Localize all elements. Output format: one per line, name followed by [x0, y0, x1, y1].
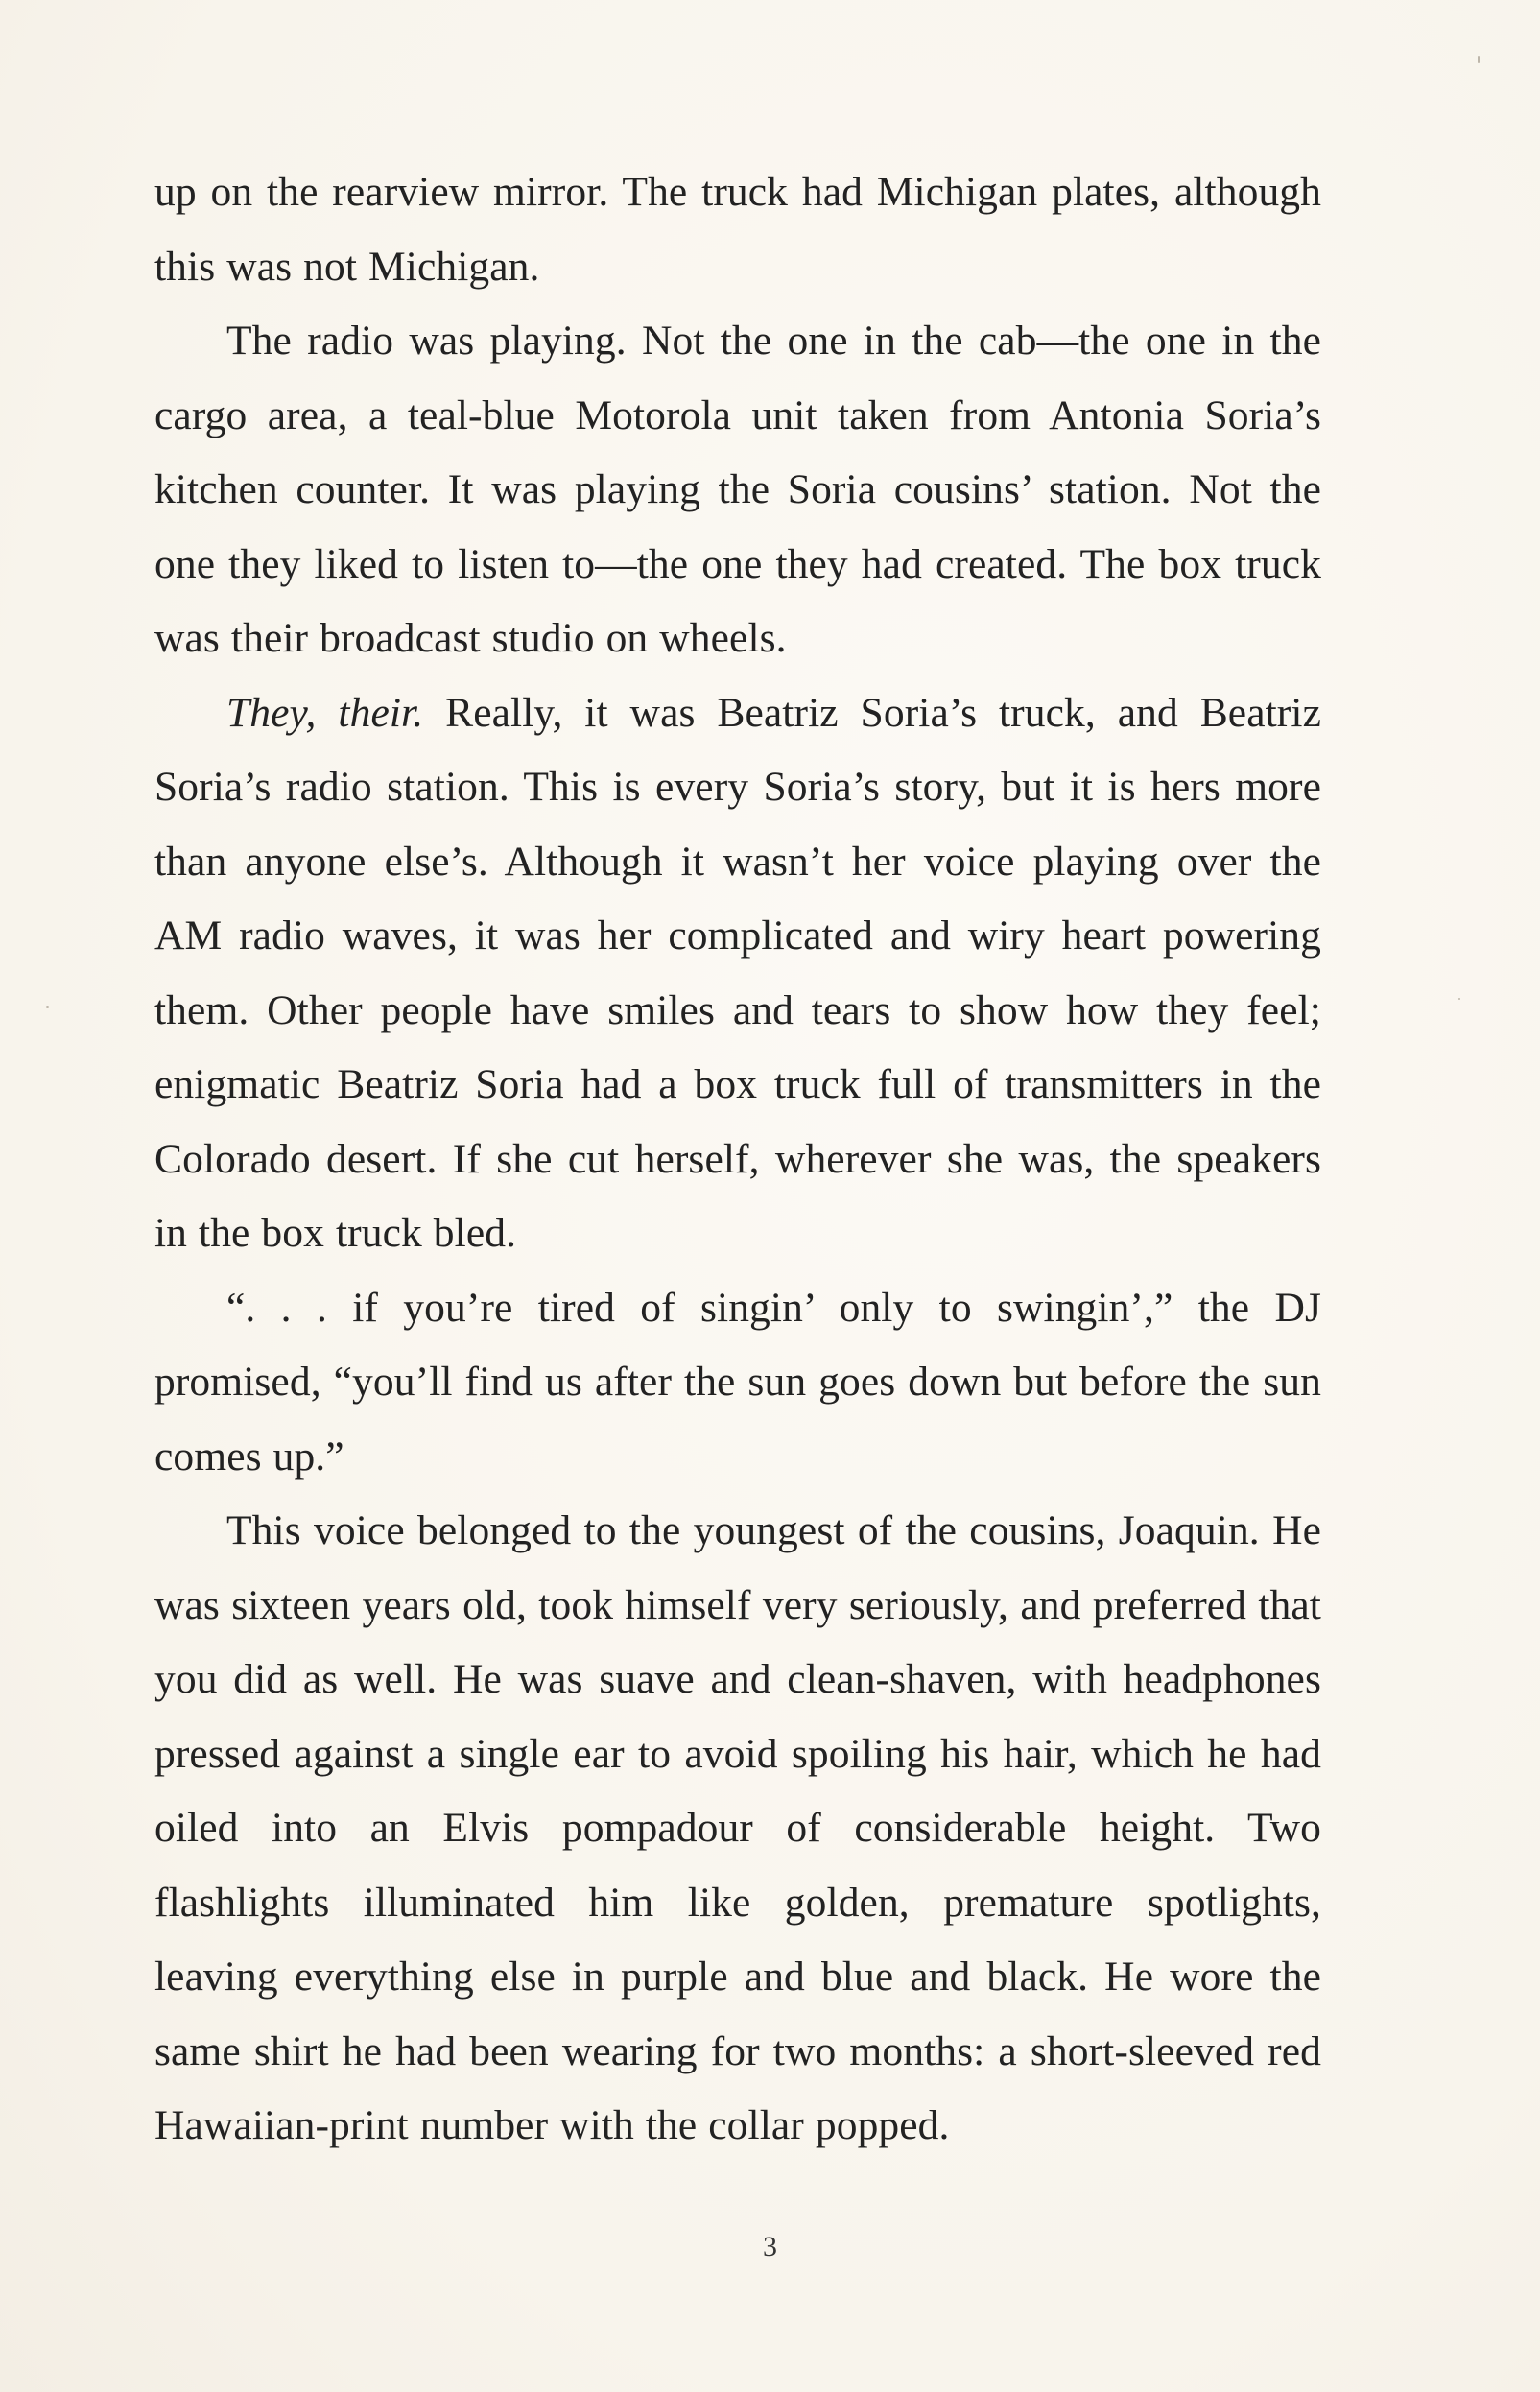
- paragraph-4: [154, 1271, 1321, 1495]
- paragraph-5: [154, 1494, 1321, 2164]
- paper-speck: [1458, 998, 1460, 1000]
- paragraph-text: “. . . if you’re tired of singin’ only to swingin’,” the DJ promised, “you’ll find us after the sun goes down but before the sun comes up.”: [154, 1284, 1321, 1480]
- paragraph-3: [154, 676, 1321, 1271]
- page-number: 3: [763, 2231, 777, 2262]
- paper-speck: [1478, 56, 1480, 63]
- paragraph-2: [154, 304, 1321, 676]
- paragraph-text: Really, it was Beatriz Soria’s truck, and Beatriz Soria’s radio station. This is every Soria’s story, but it is hers more than anyone else’s. Although it wasn’t her voice playing over the AM radio waves, it was her complicated and wiry heart powering them. Other people have smiles and tears to show how they feel; enigmatic Beatriz Soria had a box truck full of transmitters in the Colorado desert. If she cut herself, wherever she was, the speakers in the box truck bled.: [154, 689, 1321, 1256]
- paragraph-text: up on the rearview mirror. The truck had Michigan plates, although this was not Michigan.: [154, 169, 1321, 290]
- paper-speck: [46, 1006, 49, 1008]
- paragraph-1: [154, 155, 1321, 304]
- paragraph-text: This voice belonged to the youngest of the cousins, Joaquin. He was sixteen years old, took himself very seriously, and preferred that you did as well. He was suave and clean-shaven, with headphones pressed against a single ear to avoid spoiling his hair, which he had oiled into an Elvis pompadour of considerable height. Two flashlights illuminated him like golden, premature spotlights, leaving everything else in purple and blue and black. He wore the same shirt he had been wearing for two months: a short-sleeved red Hawaiian-print number with the collar popped.: [154, 1507, 1321, 2148]
- paragraph-text: The radio was playing. Not the one in the cab—the one in the cargo area, a teal-blue Motorola unit taken from Antonia Soria’s kitchen counter. It was playing the Soria cousins’ station. Not the one they liked to listen to—the one they had created. The box truck was their broadcast studio on wheels.: [154, 318, 1321, 661]
- body-text: [154, 155, 1321, 2164]
- italic-phrase: They, their.: [226, 689, 424, 736]
